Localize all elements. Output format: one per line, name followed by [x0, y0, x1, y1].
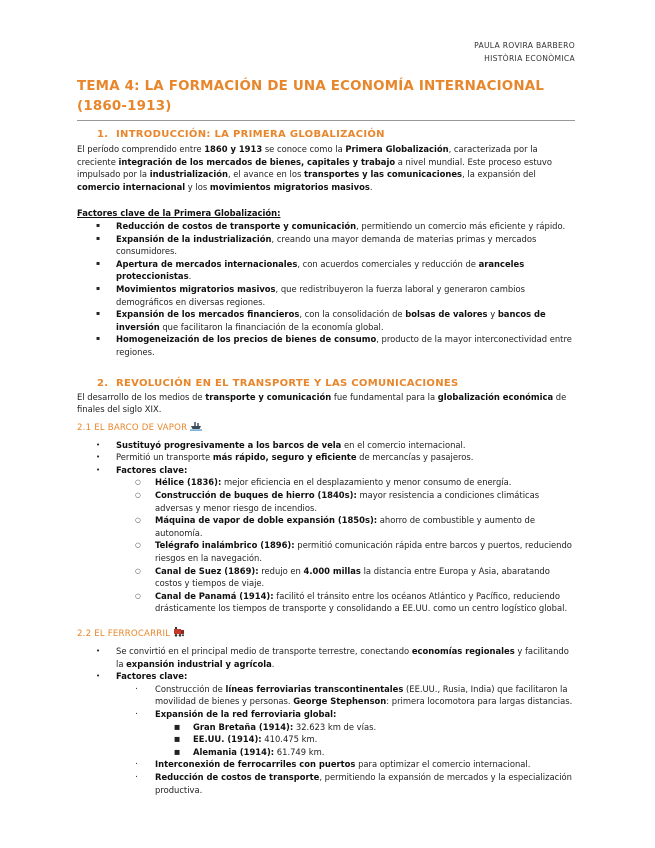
- list-item: ○ Máquina de vapor de doble expansión (1850s): ahorro de combustible y aumento de autonomía.: [77, 514, 577, 539]
- section-1-heading: 1. INTRODUCCIÓN: LA PRIMERA GLOBALIZACIÓN: [97, 129, 385, 140]
- list-item: ▪ Homogeneización de los precios de bienes de consumo, producto de la mayor interconectividad entre regiones.: [77, 333, 577, 358]
- subsection-2-2-heading: 2.2 EL FERROCARRIL: [77, 627, 577, 641]
- list-item: ■ Alemania (1914): 61.749 km.: [77, 746, 577, 759]
- author-name: PAULA ROVIRA BARBERO: [474, 41, 575, 50]
- list-item: . Expansión de la red ferroviaria global:: [77, 708, 577, 721]
- factors-list: [77, 220, 577, 359]
- list-item: • Se convirtió en el principal medio de transporte terrestre, conectando economías regionales y facilitando la expansión industrial y agrícola.: [77, 645, 577, 670]
- list-item: . Interconexión de ferrocarriles con puertos para optimizar el comercio internacional.: [77, 758, 577, 771]
- railway-list: [77, 645, 577, 683]
- section-1-intro: El período comprendido entre 1860 y 1913 se conoce como la Primera Globalización, caracterizada por la creciente integración de los mercados de bienes, capitales y trabajo a nivel mundial. Este proceso estuvo impulsado por la industrialización, el avance en los transportes y las comunicaciones, la expansión del comercio internacional y los movimientos migratorios masivos.: [77, 144, 553, 192]
- railway-countries-list: [77, 721, 577, 759]
- list-item: ▪ Expansión de los mercados financieros, con la consolidación de bolsas de valores y bancos de inversión que facilitaron la financiación de la economía global.: [77, 308, 577, 333]
- railway-factors-list-2: [77, 758, 577, 796]
- subject-name: HISTÒRIA ECONÒMICA: [484, 53, 575, 63]
- page-title: TEMA 4: LA FORMACIÓN DE UNA ECONOMÍA INTERNACIONAL (1860-1913): [77, 79, 545, 114]
- train-icon: [173, 627, 185, 637]
- railway-factors-list: [77, 683, 577, 721]
- list-item: • Factores clave:: [77, 670, 577, 683]
- steamship-icon: [190, 421, 202, 431]
- list-item: ■ EE.UU. (1914): 410.475 km.: [77, 733, 577, 746]
- list-item: ■ Gran Bretaña (1914): 32.623 km de vías.: [77, 721, 577, 734]
- list-item: ○ Construcción de buques de hierro (1840s): mayor resistencia a condiciones climáticas adversas y menor riesgo de incendios.: [77, 489, 577, 514]
- list-item: • Sustituyó progresivamente a los barcos de vela en el comercio internacional.: [77, 439, 577, 452]
- list-item: . Reducción de costos de transporte, permitiendo la expansión de mercados y la especialización productiva.: [77, 771, 577, 796]
- list-item: ▪ Movimientos migratorios masivos, que redistribuyeron la fuerza laboral y generaron cambios demográficos en diversas regiones.: [77, 283, 577, 308]
- list-item: ○ Hélice (1836): mejor eficiencia en el desplazamiento y menor consumo de energía.: [77, 476, 577, 489]
- steamship-list: [77, 439, 577, 477]
- list-item: ○ Telégrafo inalámbrico (1896): permitió comunicación rápida entre barcos y puertos, reduciendo riesgos en la navegación.: [77, 539, 577, 564]
- list-item: ▪ Expansión de la industrialización, creando una mayor demanda de materias primas y mercados consumidores.: [77, 233, 577, 258]
- list-item: • Permitió un transporte más rápido, seguro y eficiente de mercancías y pasajeros.: [77, 451, 577, 464]
- factors-label: Factores clave de la Primera Globalización:: [77, 208, 281, 219]
- author-header: [474, 40, 575, 65]
- list-item: • Factores clave:: [77, 464, 577, 477]
- subsection-2-1-heading: 2.1 EL BARCO DE VAPOR: [77, 421, 577, 435]
- list-item: ○ Canal de Panamá (1914): facilitó el tránsito entre los océanos Atlántico y Pacífico, reduciendo drásticamente los tiempos de transporte y consolidando a EE.UU. como un centro logístico global.: [77, 590, 577, 615]
- list-item: . Construcción de líneas ferroviarias transcontinentales (EE.UU., Rusia, India) que facilitaron la movilidad de bienes y personas. George Stephenson: primera locomotora para largas distancias.: [77, 683, 577, 708]
- list-item: ○ Canal de Suez (1869): redujo en 4.000 millas la distancia entre Europa y Asia, abaratando costos y tiempos de viaje.: [77, 565, 577, 590]
- steamship-factors-list: [77, 476, 577, 615]
- list-item: ▪ Apertura de mercados internacionales, con acuerdos comerciales y reducción de aranceles proteccionistas.: [77, 258, 577, 283]
- list-item: ▪ Reducción de costos de transporte y comunicación, permitiendo un comercio más eficiente y rápido.: [77, 220, 577, 233]
- section-2-heading: 2. REVOLUCIÓN EN EL TRANSPORTE Y LAS COMUNICACIONES: [97, 377, 459, 389]
- title-divider: [77, 120, 575, 121]
- section-2-intro: El desarrollo de los medios de transporte y comunicación fue fundamental para la globalización económica de finales del siglo XIX.: [77, 391, 567, 415]
- document-body: [77, 128, 577, 796]
